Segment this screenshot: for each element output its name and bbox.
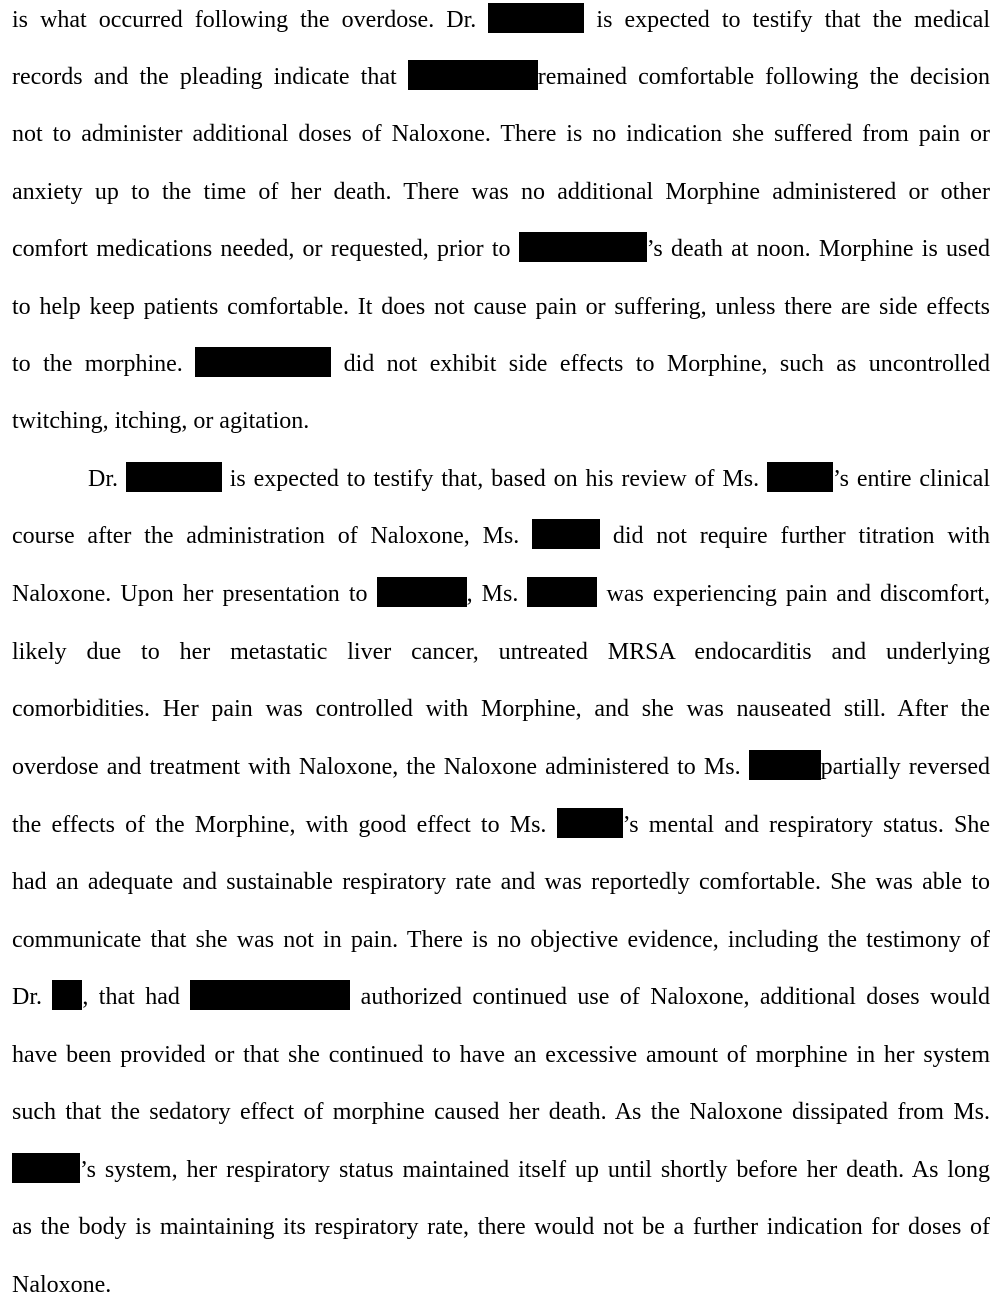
text-line <box>12 114 990 154</box>
text-segment: Dr. <box>12 984 53 1010</box>
text-segment: records and the pleading indicate that <box>12 64 408 90</box>
text-line <box>12 1035 990 1075</box>
text-segment: overdose and treatment with Naloxone, the Naloxone administered to Ms. <box>12 754 749 780</box>
text-line <box>12 172 990 212</box>
text-segment: , that had <box>82 984 191 1010</box>
redaction-box <box>519 232 647 262</box>
redaction-box <box>749 750 821 780</box>
text-line <box>12 1092 990 1132</box>
text-segment: Naloxone. <box>12 1272 112 1298</box>
text-line <box>12 1207 990 1247</box>
redaction-box <box>52 980 82 1010</box>
text-segment: ’s entire clinical <box>832 466 990 492</box>
text-segment: course after the administration of Naloxone, Ms. <box>12 523 533 549</box>
text-line <box>12 401 990 441</box>
text-segment: is expected to testify that, based on his review of Ms. <box>221 466 767 492</box>
text-line <box>12 805 990 845</box>
redaction-box <box>408 60 538 90</box>
redaction-box <box>557 808 623 838</box>
text-segment: was experiencing pain and discomfort, <box>597 581 990 607</box>
text-line <box>12 57 990 97</box>
text-line <box>12 977 990 1017</box>
text-segment: did not require further titration with <box>600 523 990 549</box>
text-segment: Naloxone. Upon her presentation to <box>12 581 377 607</box>
text-line <box>12 1150 990 1190</box>
text-segment: such that the sedatory effect of morphine caused her death. As the Naloxone dissipated from Ms. <box>12 1099 990 1125</box>
text-segment: ’s mental and respiratory status. She <box>622 812 991 838</box>
redaction-box <box>190 980 350 1010</box>
text-line <box>12 516 990 556</box>
redaction-box <box>532 519 600 549</box>
text-line <box>12 920 990 960</box>
redaction-box <box>488 3 584 33</box>
redaction-box <box>126 462 222 492</box>
text-segment: partially reversed <box>820 754 990 780</box>
redaction-box <box>377 577 467 607</box>
text-segment: the effects of the Morphine, with good effect to Ms. <box>12 812 557 838</box>
text-line <box>12 862 990 902</box>
text-segment: communicate that she was not in pain. There is no objective evidence, including the testimony of <box>12 927 990 953</box>
text-segment: is what occurred following the overdose. Dr. <box>12 7 489 33</box>
text-line <box>12 344 990 384</box>
text-segment: as the body is maintaining its respiratory rate, there would not be a further indication for doses of <box>12 1214 990 1240</box>
text-segment: twitching, itching, or agitation. <box>12 408 310 434</box>
text-segment: did not exhibit side effects to Morphine, such as uncontrolled <box>331 351 990 377</box>
redaction-box <box>195 347 331 377</box>
text-segment: is expected to testify that the medical <box>584 7 990 33</box>
text-line <box>12 0 990 40</box>
text-segment: comorbidities. Her pain was controlled with Morphine, and she was nauseated still. After the <box>12 696 990 722</box>
text-segment: , Ms. <box>466 581 528 607</box>
text-line <box>12 229 990 269</box>
text-line <box>12 747 990 787</box>
redaction-box <box>527 577 597 607</box>
text-line <box>12 287 990 327</box>
text-segment: to help keep patients comfortable. It does not cause pain or suffering, unless there are side effects <box>12 294 990 320</box>
text-segment: likely due to her metastatic liver cancer, untreated MRSA endocarditis and underlying <box>12 639 990 665</box>
redaction-box <box>12 1153 80 1183</box>
text-segment: ’s death at noon. Morphine is used <box>646 236 990 262</box>
text-segment: comfort medications needed, or requested, prior to <box>12 236 519 262</box>
text-line <box>12 574 990 614</box>
text-segment: Dr. <box>88 466 126 492</box>
text-segment: had an adequate and sustainable respiratory rate and was reportedly comfortable. She was able to <box>12 869 990 895</box>
text-line <box>12 689 990 729</box>
text-segment: not to administer additional doses of Naloxone. There is no indication she suffered from pain or <box>12 121 990 147</box>
text-segment: have been provided or that she continued to have an excessive amount of morphine in her system <box>12 1042 990 1068</box>
text-segment: remained comfortable following the decision <box>537 64 990 90</box>
text-segment: authorized continued use of Naloxone, additional doses would <box>350 984 991 1010</box>
text-segment: anxiety up to the time of her death. There was no additional Morphine administered or other <box>12 179 990 205</box>
text-line <box>12 632 990 672</box>
text-segment: to the morphine. <box>12 351 196 377</box>
redaction-box <box>767 462 833 492</box>
text-segment: ’s system, her respiratory status maintained itself up until shortly before her death. As long <box>80 1157 990 1183</box>
text-line <box>88 459 990 499</box>
text-line <box>12 1265 990 1305</box>
